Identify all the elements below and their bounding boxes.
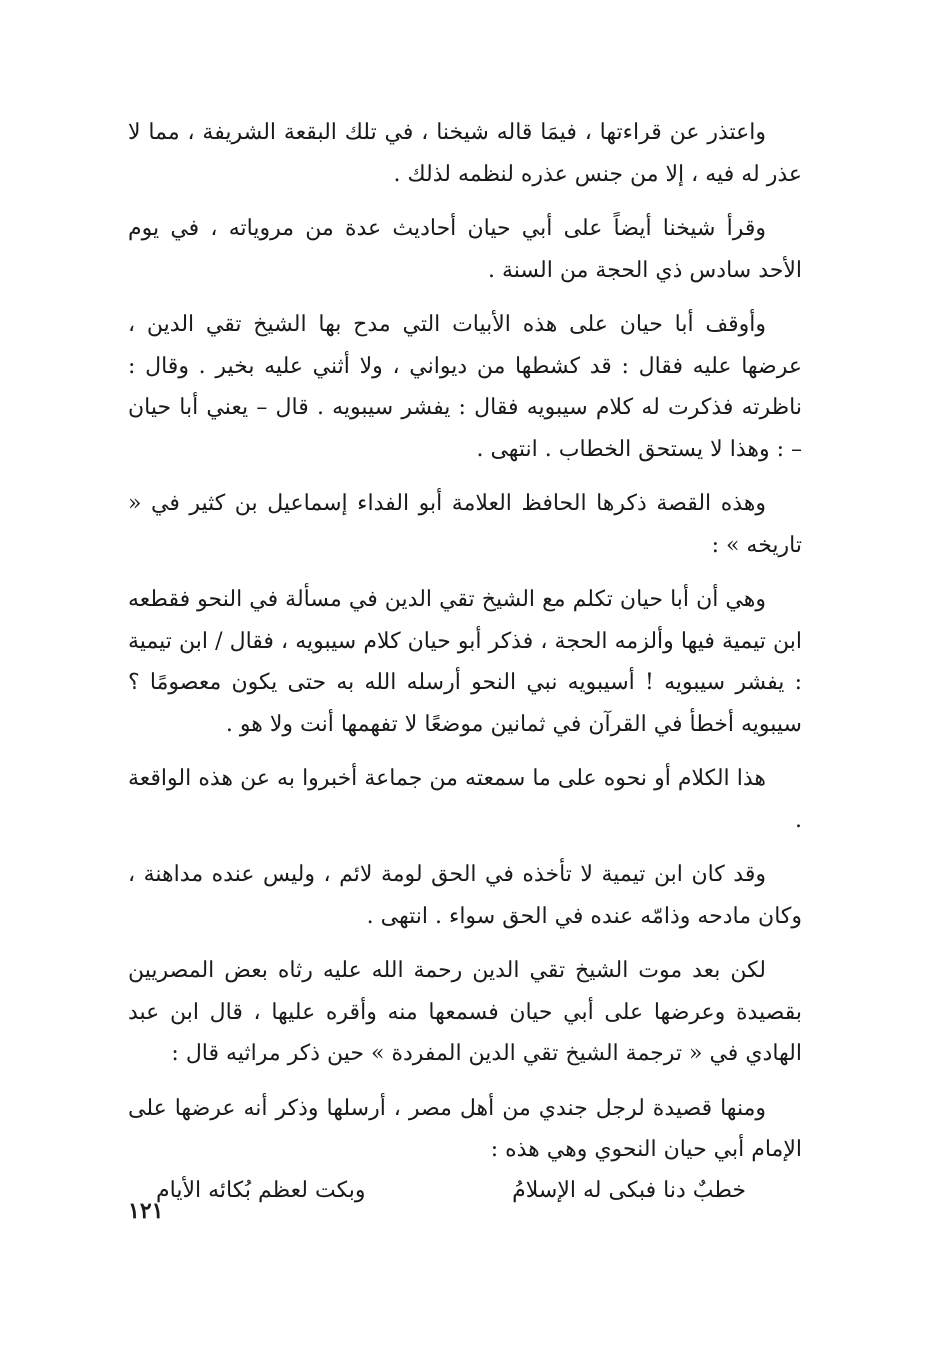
paragraph: وأوقف أبا حيان على هذه الأبيات التي مدح بها الشيخ تقي الدين ، عرضها عليه فقال : قد كشطها من ديواني ، ولا أثني عليه بخير . وقال : ناظرته فذكرت له كلام سيبويه فقال : يفشر سيبويه . قال – يعني أبا حيان – : وهذا لا يستحق الخطاب . انتهى .	[128, 312, 802, 462]
paragraph: وهذه القصة ذكرها الحافظ العلامة أبو الفداء إسماعيل بن كثير في « تاريخه » :	[128, 491, 802, 558]
paragraph: وقد كان ابن تيمية لا تأخذه في الحق لومة لائم ، وليس عنده مداهنة ، وكان مادحه وذامّه عنده في الحق سواء . انتهى .	[128, 862, 802, 929]
poem-verse	[156, 1171, 746, 1211]
paragraph: واعتذر عن قراءتها ، فيمَا قاله شيخنا ، في تلك البقعة الشريفة ، مما لا عذر له فيه ، إلا من جنس عذره لنظمه لذلك .	[128, 120, 802, 187]
paragraph: هذا الكلام أو نحوه على ما سمعته من جماعة أخبروا به عن هذه الواقعة .	[128, 766, 802, 833]
verse-first-hemistich: خطبٌ دنا فبكى له الإسلامُ	[512, 1177, 746, 1203]
paragraph: لكن بعد موت الشيخ تقي الدين رحمة الله عليه رثاه بعض المصريين بقصيدة وعرضها على أبي حيان فسمعها منه وأقره عليها ، قال ابن عبد الهادي في « ترجمة الشيخ تقي الدين المفردة » حين ذكر مراثيه قال :	[128, 958, 802, 1066]
body-text	[128, 112, 802, 1211]
verse-second-hemistich: وبكت لعظم بُكائه الأيام	[156, 1177, 366, 1203]
paragraph: وهي أن أبا حيان تكلم مع الشيخ تقي الدين في مسألة في النحو فقطعه ابن تيمية فيها وألزمه الحجة ، فذكر أبو حيان كلام سيبويه ، فقال / ابن تيمية : يفشر سيبويه ! أسيبويه نبي النحو أرسله الله به حتى يكون معصومًا ؟ سيبويه أخطأ في القرآن في ثمانين موضعًا لا تفهمها أنت ولا هو .	[128, 587, 802, 737]
paragraph: وقرأ شيخنا أيضاً على أبي حيان أحاديث عدة من مروياته ، في يوم الأحد سادس ذي الحجة من السنة .	[128, 216, 802, 283]
page-number: ١٢١	[128, 1198, 164, 1224]
paragraph: ومنها قصيدة لرجل جندي من أهل مصر ، أرسلها وذكر أنه عرضها على الإمام أبي حيان النحوي وهي هذه :	[128, 1095, 802, 1162]
